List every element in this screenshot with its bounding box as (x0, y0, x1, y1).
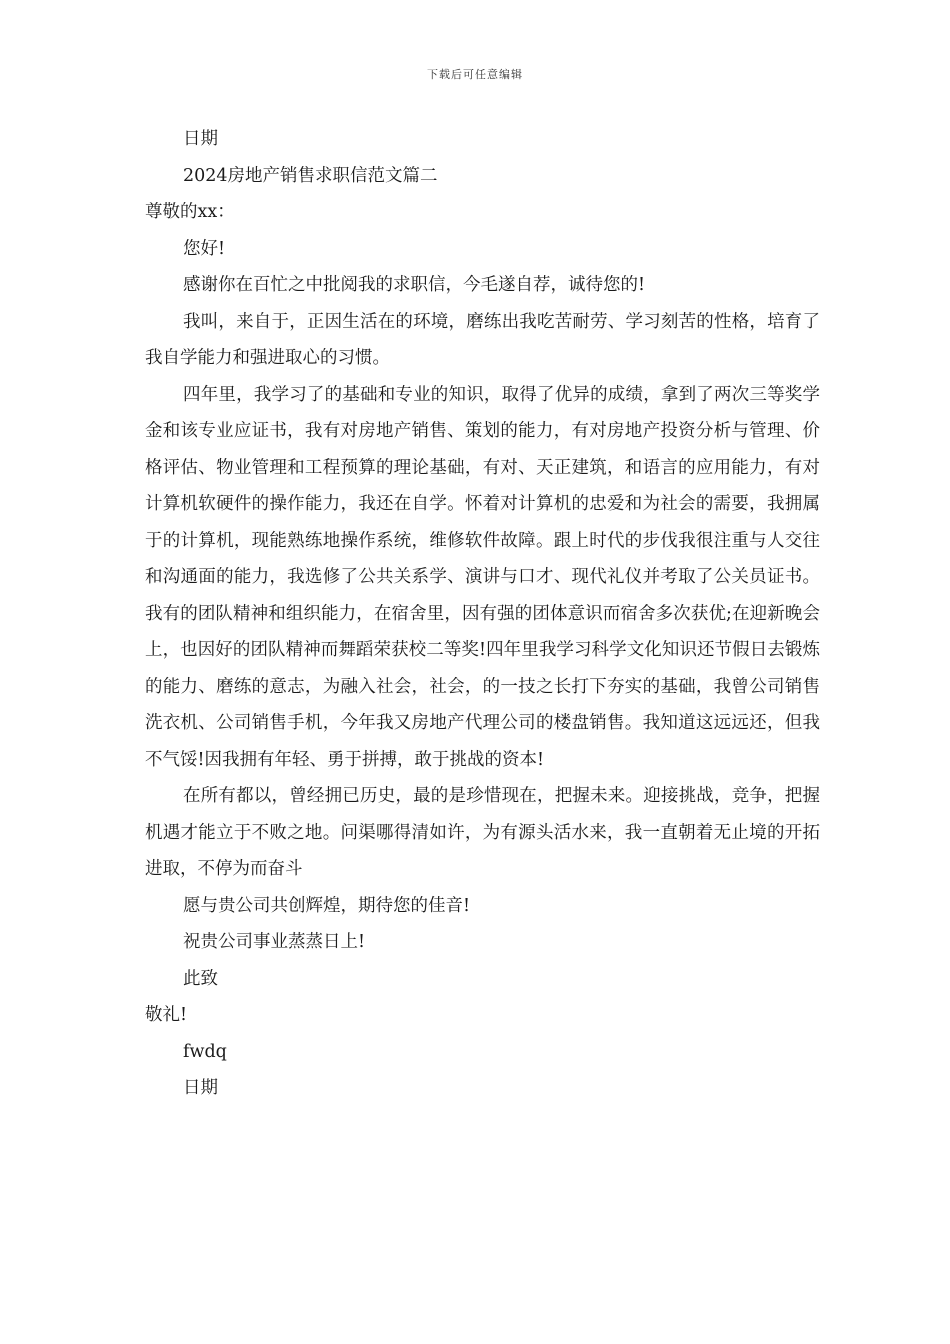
paragraph-intro: 我叫，来自于，正因生活在的环境，磨练出我吃苦耐劳、学习刻苦的性格，培育了我自学能力和强进取心的习惯。 (145, 311, 820, 368)
greeting: 您好! (183, 238, 226, 259)
date-top: 日期 (183, 129, 218, 149)
blessing-line: 祝贵公司事业蒸蒸日上! (183, 932, 366, 952)
letter-body (145, 121, 820, 1107)
letter-title: 2024房地产销售求职信范文篇二 (183, 165, 438, 186)
signature: fwdq (183, 1041, 227, 1062)
date-bottom: 日期 (183, 1078, 218, 1098)
wish-line: 愿与贵公司共创辉煌，期待您的佳音! (183, 895, 471, 916)
page-header-note: 下载后可任意编辑 (427, 68, 523, 81)
paragraph-thanks: 感谢你在百忙之中批阅我的求职信，今毛遂自荐，诚待您的! (183, 275, 646, 295)
paragraph-experience: 四年里，我学习了的基础和专业的知识，取得了优异的成绩，拿到了两次三等奖学金和该专业应证书，我有对房地产销售、策划的能力，有对房地产投资分析与管理、价格评估、物业管理和工程预算的理论基础，有对、天正建筑，和语言的应用能力，有对计算机软硬件的操作能力，我还在自学。怀着对计算机的忠爱和为社会的需要，我拥属于的计算机，现能熟练地操作系统，维修软件故障。跟上时代的步伐我很注重与人交往和沟通面的能力，我选修了公共关系学、演讲与口才、现代礼仪并考取了公关员证书。我有的团队精神和组织能力，在宿舍里，因有强的团体意识而宿舍多次获优;在迎新晚会上，也因好的团队精神而舞蹈荣获校二等奖!四年里我学习科学文化知识还节假日去锻炼的能力、磨练的意志，为融入社会，社会，的一技之长打下夯实的基础，我曾公司销售洗衣机、公司销售手机，今年我又房地产代理公司的楼盘销售。我知道这远远还，但我不气馁!因我拥有年轻、勇于拼搏，敢于挑战的资本! (145, 384, 820, 770)
closing-line: 此致 (183, 968, 218, 989)
paragraph-ambition: 在所有都以，曾经拥已历史，最的是珍惜现在，把握未来。迎接挑战，竞争，把握机遇才能立于不败之地。问渠哪得清如许，为有源头活水来，我一直朝着无止境的开拓进取，不停为而奋斗 (145, 786, 820, 879)
salutation: 尊敬的xx： (145, 202, 235, 222)
respect-line: 敬礼! (145, 1005, 188, 1025)
